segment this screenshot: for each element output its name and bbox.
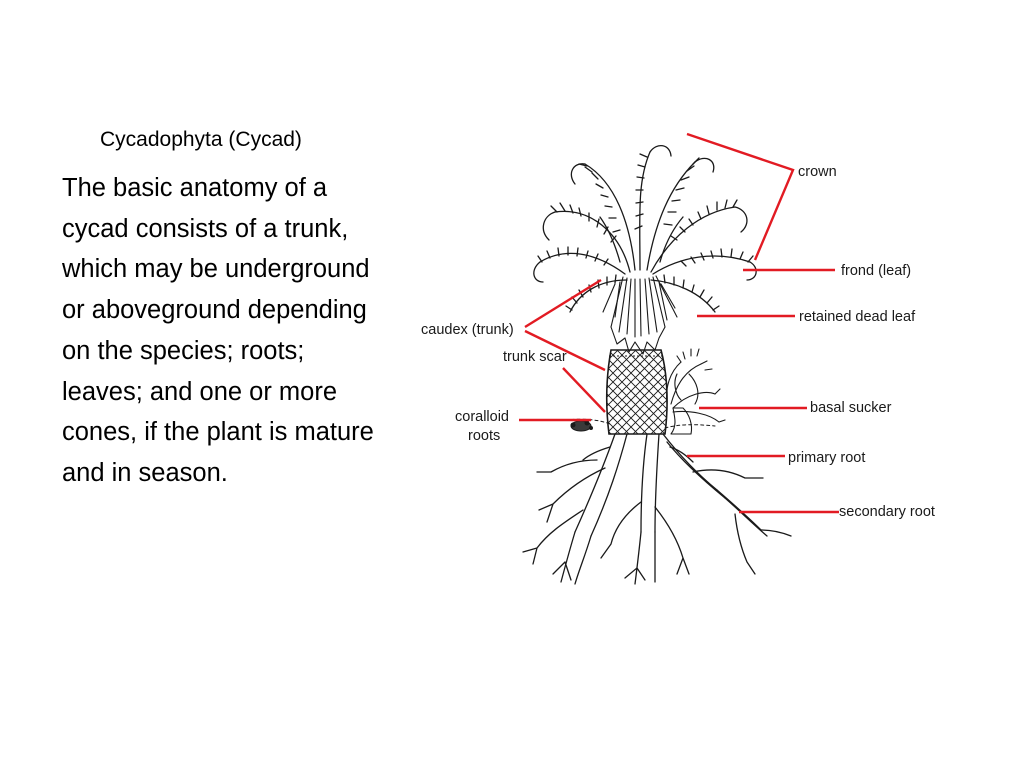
label-basal-sucker: basal sucker [810, 400, 892, 416]
leader-trunk-scar [563, 368, 605, 412]
retained-dead-leaves [603, 276, 677, 354]
cycad-anatomy-diagram [415, 112, 960, 607]
leader-crown [687, 134, 793, 260]
label-retained-dead-leaf: retained dead leaf [799, 309, 916, 325]
diagram-labels [421, 164, 935, 520]
leader-caudex-upper [525, 280, 601, 327]
label-trunk-scar: trunk scar [503, 349, 567, 365]
basal-sucker [667, 349, 725, 434]
slide-title: Cycadophyta (Cycad) [100, 128, 302, 151]
label-coralloid-line1: coralloid [455, 409, 509, 425]
label-secondary-root: secondary root [839, 504, 935, 520]
slide-body-text: The basic anatomy of a cycad consists of a trunk, which may be underground or aboveground depending on the species; roots; leaves; and one or more cones, if the plant is mature and in season. [62, 174, 374, 487]
label-frond: frond (leaf) [841, 263, 912, 279]
label-primary-root: primary root [788, 450, 866, 466]
cycad-diagram-svg [415, 112, 960, 607]
caudex-trunk [607, 350, 667, 434]
label-coralloid-line2: roots [468, 428, 501, 444]
label-caudex: caudex (trunk) [421, 322, 514, 338]
crown-fronds [534, 146, 756, 312]
label-crown: crown [798, 164, 837, 180]
